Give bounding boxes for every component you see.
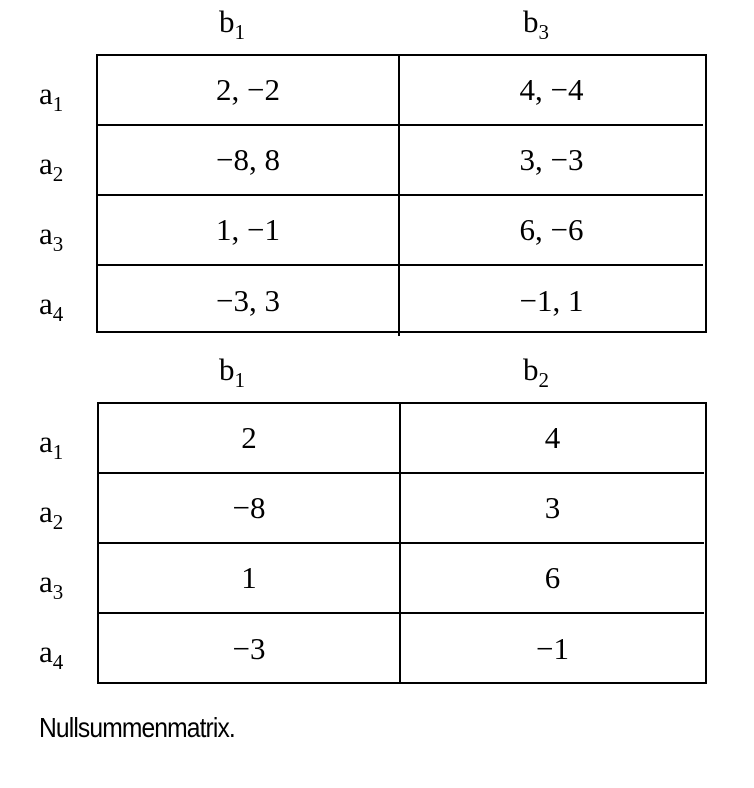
matrix-cell: 3, −3 [400, 126, 703, 196]
row-header-a1: $a_1$ [39, 424, 64, 464]
zero-sum-grid [97, 402, 707, 684]
matrix-cell: −8, 8 [98, 126, 400, 196]
row-header-a1: $a_1$ [39, 76, 64, 116]
matrix-cell: 6, −6 [400, 196, 703, 266]
row-header-a2: $a_2$ [39, 494, 64, 534]
matrix-cell: 2 [99, 404, 401, 474]
row-header-a2: $a_2$ [39, 146, 64, 186]
row-header-a4: $a_4$ [39, 286, 64, 326]
matrix-cell: −3 [99, 614, 401, 684]
matrix-cell: −1 [536, 631, 569, 666]
column-header-b3: $b_3$ [523, 4, 549, 44]
matrix-cell: −3, 3 [98, 266, 400, 336]
matrix-cell: 2, −2 [98, 56, 400, 126]
matrix-cell: 3 [401, 474, 704, 544]
matrix-cell: 1 [99, 544, 401, 614]
column-header-b1: $b_1$ [219, 352, 245, 392]
matrix-cell: −1, 1 [519, 283, 584, 318]
matrix-cell: 4, −4 [400, 56, 703, 126]
column-header-b1: $b_1$ [219, 4, 245, 44]
payoff-grid [96, 54, 707, 333]
row-header-a4: $a_4$ [39, 634, 64, 674]
column-header-b2: $b_2$ [523, 352, 549, 392]
matrix-cell: −8 [99, 474, 401, 544]
matrix-cell: 6 [401, 544, 704, 614]
matrix-cell: 1, −1 [98, 196, 400, 266]
figure-caption: Nullsummenmatrix. [39, 712, 235, 743]
row-header-a3: $a_3$ [39, 564, 64, 604]
matrix-cell: 4 [401, 404, 704, 474]
row-header-a3: $a_3$ [39, 216, 64, 256]
